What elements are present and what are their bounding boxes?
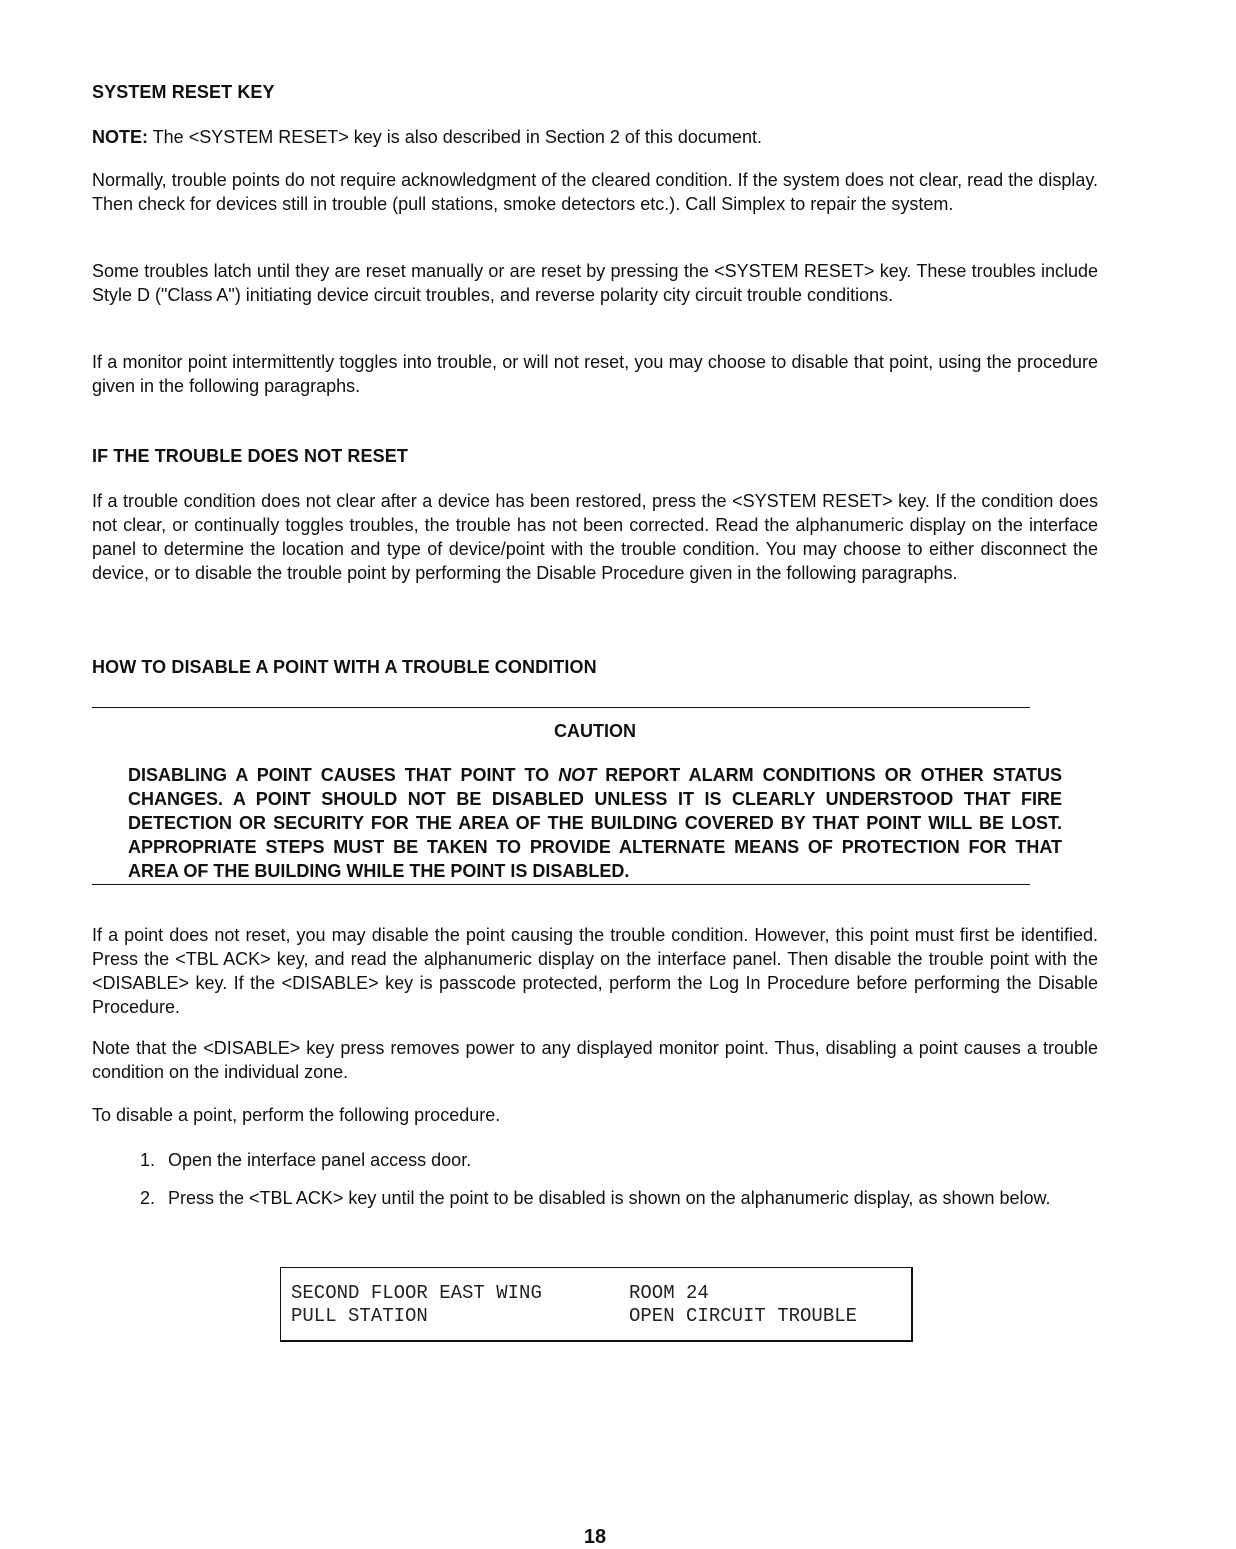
section-heading-system-reset: SYSTEM RESET KEY <box>92 82 275 102</box>
trouble-not-reset-paragraph: If a trouble condition does not clear after a device has been restored, press the <SYSTEM RESET> key. If the condition does not clear, or continually toggles troubles, the trouble has not been corrected. Read the alphanumeric display on the interface panel to determine the location and type of device/point with the trouble condition. You may choose to either disconnect the device, or to disable the trouble point by performing the Disable Procedure given in the following paragraphs. <box>92 491 1098 583</box>
note-paragraph <box>92 125 1098 149</box>
system-reset-paragraph-1: Normally, trouble points do not require acknowledgment of the cleared condition. If the system does not clear, read the display. Then check for devices still in trouble (pull stations, smoke detectors etc.). Call Simplex to repair the system. <box>92 170 1098 214</box>
caution-text-start: DISABLING A POINT CAUSES THAT POINT TO <box>128 765 559 785</box>
page-number: 18 <box>583 1526 607 1548</box>
alphanumeric-display <box>280 1267 913 1342</box>
procedure-step <box>140 1148 1098 1172</box>
step-number: 1. <box>140 1150 156 1170</box>
caution-text-rest: REPORT ALARM CONDITIONS OR OTHER STATUS CHANGES. A POINT SHOULD NOT BE DISABLED UNLESS IT IS CLEARLY UNDERSTOOD THAT FIRE DETECTION OR SECURITY FOR THE AREA OF THE BUILDING COVERED BY THAT POINT WILL BE LOST. APPROPRIATE STEPS MUST BE TAKEN TO PROVIDE ALTERNATE MEANS OF PROTECTION FOR THAT AREA OF THE BUILDING WHILE THE POINT IS DISABLED. <box>128 765 1062 881</box>
caution-text <box>128 763 1062 883</box>
disable-paragraph-2: Note that the <DISABLE> key press removes power to any displayed monitor point. Thus, disabling a point causes a trouble condition on the individual zone. <box>92 1038 1098 1082</box>
step-text: Press the <TBL ACK> key until the point to be disabled is shown on the alphanumeric display, as shown below. <box>168 1188 1051 1208</box>
display-line1-room: ROOM 24 <box>629 1282 709 1304</box>
section-heading-disable-point: HOW TO DISABLE A POINT WITH A TROUBLE CONDITION <box>92 657 597 677</box>
system-reset-paragraph-2: Some troubles latch until they are reset manually or are reset by pressing the <SYSTEM RESET> key. These troubles include Style D ("Class A") initiating device circuit troubles, and reverse polarity city circuit trouble conditions. <box>92 261 1098 305</box>
caution-emphasis: NOT <box>558 765 597 785</box>
display-line1-location: SECOND FLOOR EAST WING <box>291 1282 542 1304</box>
system-reset-paragraph-3: If a monitor point intermittently toggles into trouble, or will not reset, you may choose to disable that point, using the procedure given in the following paragraphs. <box>92 352 1098 396</box>
caution-title: CAUTION <box>554 721 636 741</box>
procedure-step <box>140 1186 1098 1210</box>
display-line2-device: PULL STATION <box>291 1305 428 1327</box>
step-number: 2. <box>140 1188 156 1208</box>
caution-top-rule <box>92 707 1030 708</box>
section-heading-trouble-not-reset: IF THE TROUBLE DOES NOT RESET <box>92 446 408 466</box>
procedure-steps <box>140 1148 1098 1224</box>
step-text: Open the interface panel access door. <box>168 1150 472 1170</box>
caution-bottom-rule <box>92 884 1030 885</box>
disable-paragraph-1: If a point does not reset, you may disable the point causing the trouble condition. However, this point must first be identified. Press the <TBL ACK> key, and read the alphanumeric display on the interface panel. Then disable the trouble point with the <DISABLE> key. If the <DISABLE> key is passcode protected, perform the Log In Procedure before performing the Disable Procedure. <box>92 925 1098 1017</box>
note-label: NOTE: <box>92 127 148 147</box>
note-text: The <SYSTEM RESET> key is also described in Section 2 of this document. <box>148 127 762 147</box>
disable-paragraph-3: To disable a point, perform the following procedure. <box>92 1105 501 1125</box>
display-line2-status: OPEN CIRCUIT TROUBLE <box>629 1305 858 1327</box>
